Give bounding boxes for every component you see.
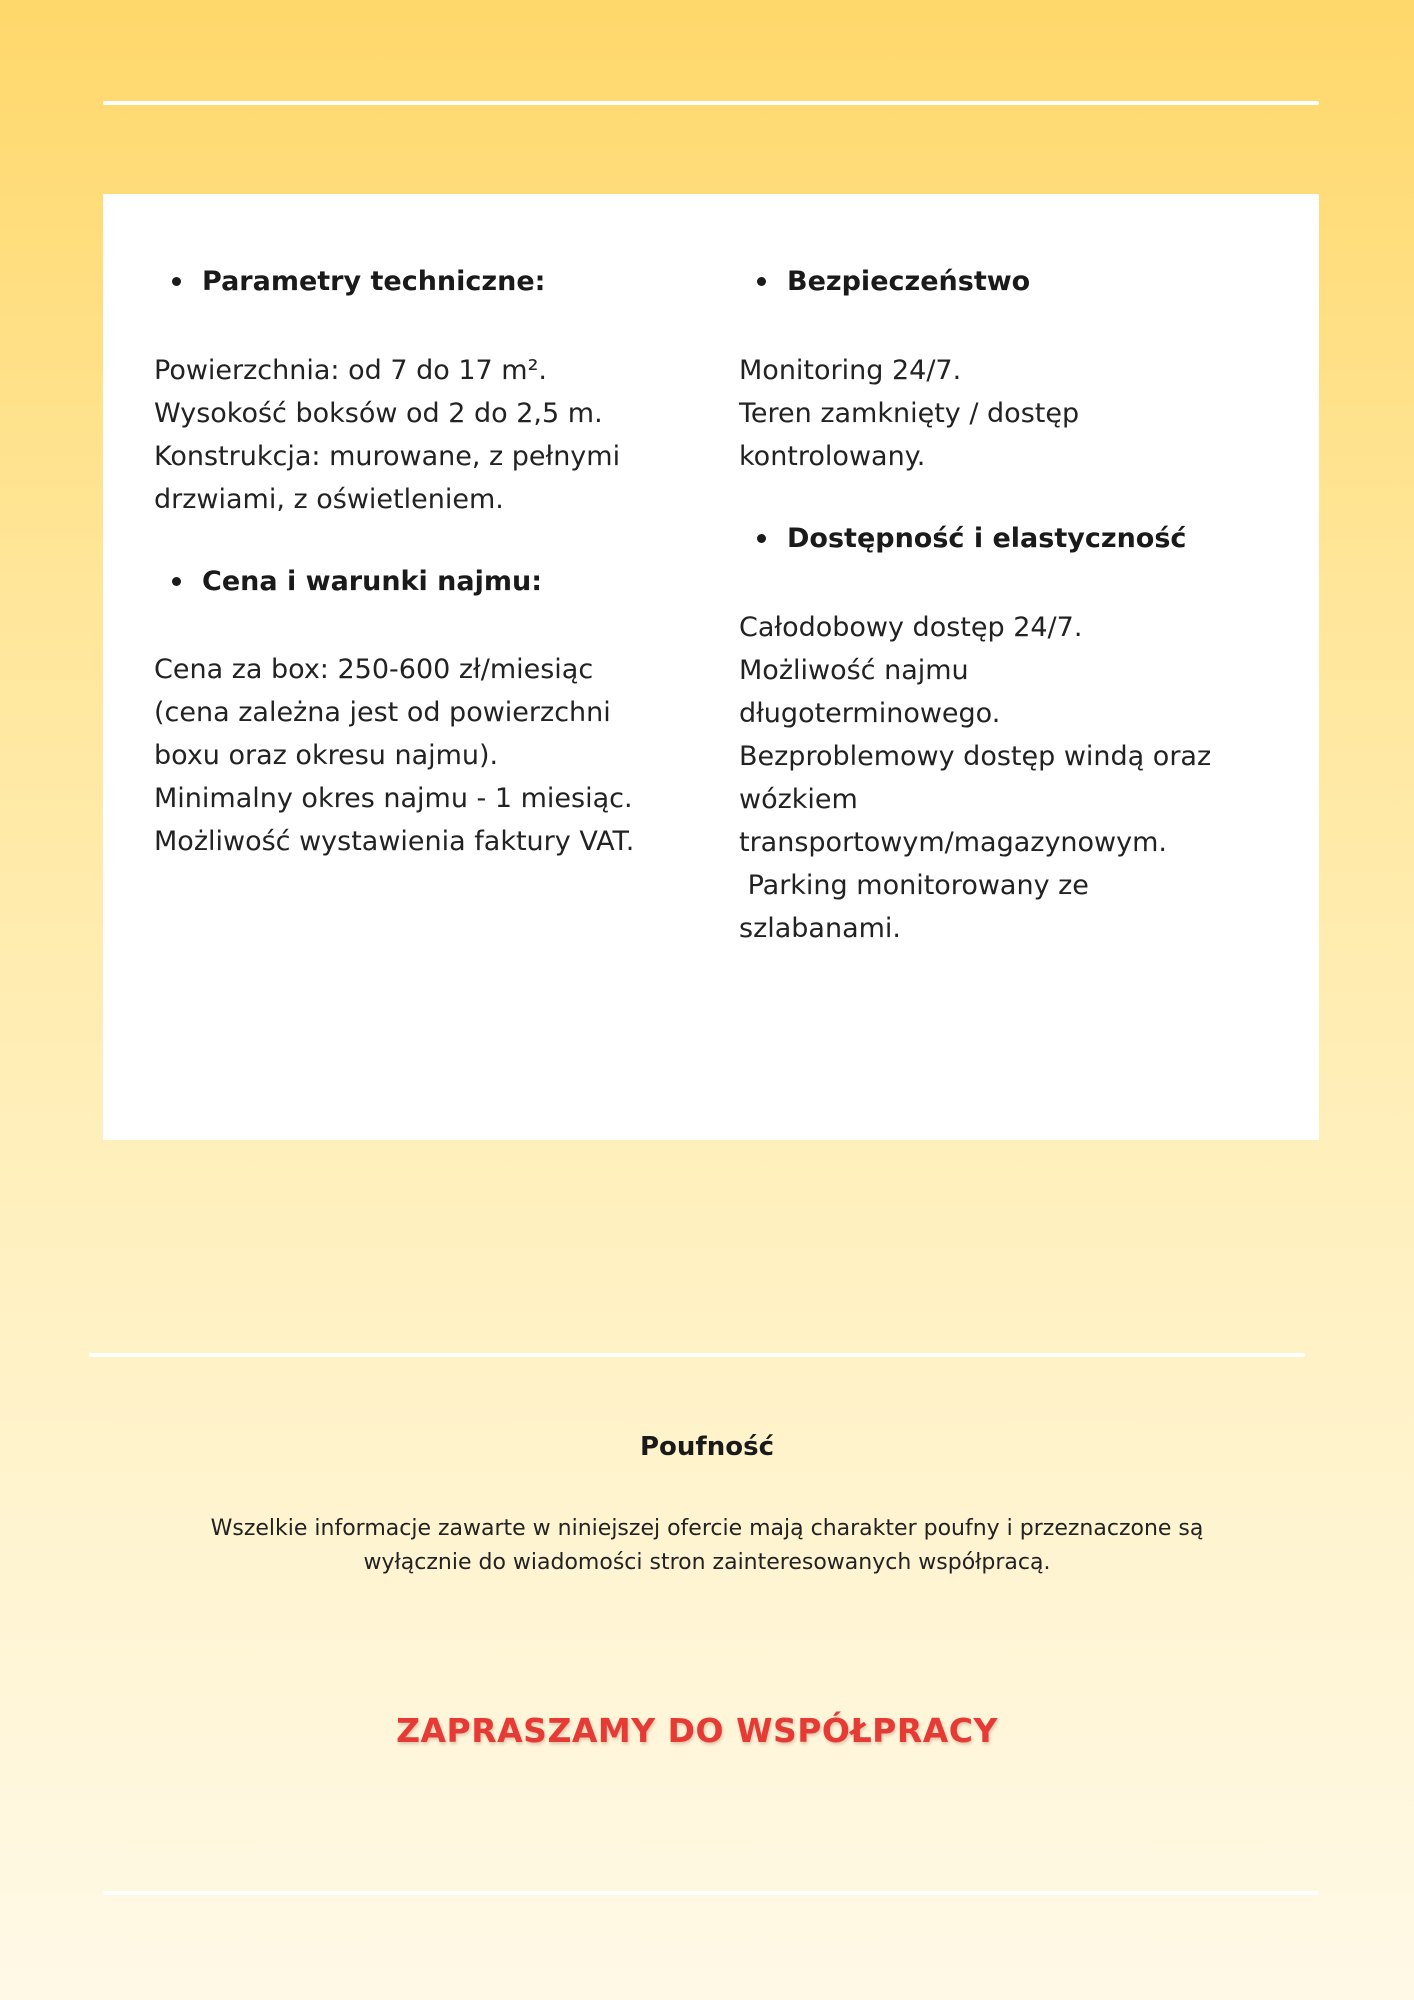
price-terms-text: Cena za box: 250-600 zł/miesiąc (cena zależna jest od powierzchni boxu oraz okresu najmu). Minimalny okres najmu - 1 miesiąc. Możliwość wystawienia faktury VAT.	[154, 654, 635, 857]
section-heading-security: Bezpieczeństwo	[739, 266, 1030, 297]
features-card	[103, 194, 1319, 1140]
invitation-heading: ZAPRASZAMY DO WSPÓŁPRACY	[396, 1711, 998, 1750]
middle-divider	[89, 1353, 1305, 1357]
technical-parameters-text: Powierzchnia: od 7 do 17 m². Wysokość boksów od 2 do 2,5 m. Konstrukcja: murowane, z pełnymi drzwiami, z oświetleniem.	[154, 355, 621, 515]
bullet-icon	[172, 577, 181, 586]
bullet-icon	[757, 277, 766, 286]
confidentiality-title: Poufność	[640, 1432, 774, 1462]
bullet-icon	[757, 534, 766, 543]
top-divider	[103, 101, 1319, 105]
bullet-icon	[172, 277, 181, 286]
security-text: Monitoring 24/7. Teren zamknięty / dostęp kontrolowany.	[739, 355, 1080, 472]
availability-text: Całodobowy dostęp 24/7. Możliwość najmu długoterminowego. Bezproblemowy dostęp windą oraz wózkiem transportowym/magazynowym. Parking monitorowany ze szlabanami.	[739, 612, 1212, 944]
bottom-divider	[103, 1891, 1319, 1895]
section-heading-availability: Dostępność i elastyczność	[739, 523, 1186, 554]
section-heading-technical: Parametry techniczne:	[154, 266, 545, 297]
confidentiality-text: Wszelkie informacje zawarte w niniejszej ofercie mają charakter poufny i przeznaczone są wyłącznie do wiadomości stron zainteresowanych współpracą.	[210, 1516, 1204, 1575]
section-heading-price: Cena i warunki najmu:	[154, 566, 542, 597]
